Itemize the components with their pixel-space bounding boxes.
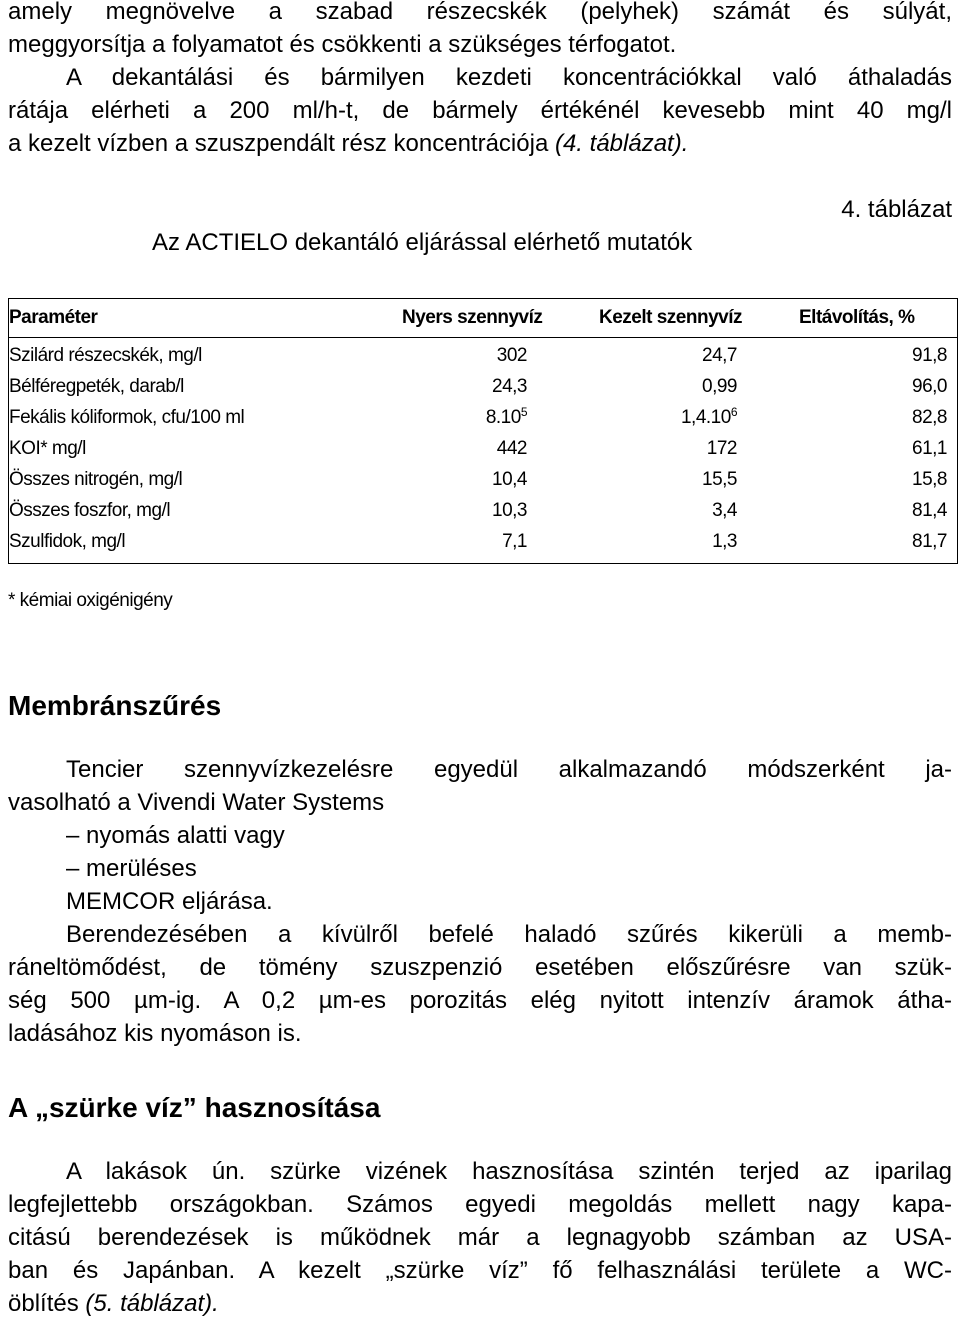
table-title: Az ACTIELO dekantáló eljárással elérhető mutatók [152, 229, 693, 256]
header-removal: Eltávolítás, % [799, 307, 915, 328]
intro-paragraph [8, 0, 952, 160]
data-table [8, 298, 958, 564]
table-row: Szilárd részecskék, mg/l 302 24,7 91,8 [9, 345, 947, 366]
table-row: Szulfidok, mg/l 7,1 1,3 81,7 [9, 531, 947, 552]
table-reference: (4. táblázat). [554, 130, 689, 157]
greywater-paragraph: A lakások ún. szürke vizének hasznosítása szintén terjed az iparilag legfejlettebb országokban. Számos egyedi megoldás mellett nagy kapa- citású berendezések is működnek már a legnagyobb számban az USA- ban és Japánban. A kezelt „szürke víz” fő felhasználási területe a WC- öblítés (5. táblázat). [8, 1158, 952, 1317]
intro-line-3: A dekantálási és bármilyen kezdeti koncentrációkkal való áthaladás [66, 64, 952, 91]
header-param: Paraméter [9, 307, 98, 328]
section-heading-greywater: A „szürke víz” hasznosítása [8, 1092, 381, 1123]
table-row: Fekális kóliformok, cfu/100 ml 8.10$^5$ 1,4.10$^6$ 82,8 [9, 405, 947, 428]
intro-line-2: meggyorsítja a folyamatot és csökkenti a szükséges térfogatot. [8, 31, 677, 58]
table-header-row [9, 302, 957, 333]
table-label: 4. táblázat [841, 196, 952, 223]
table-reference: (5. táblázat). [85, 1290, 219, 1317]
table-row: Összes foszfor, mg/l 10,3 3,4 81,4 [9, 500, 947, 521]
intro-line-4: rátája elérheti a 200 ml/h-t, de bármely értékénél kevesebb mint 40 mg/l [8, 97, 952, 124]
table-row: Bélféregpeték, darab/l 24,3 0,99 96,0 [9, 376, 947, 397]
section-heading-membrane: Membránszűrés [8, 690, 222, 721]
table-row: KOI* mg/l 442 172 61,1 [9, 438, 947, 459]
membrane-paragraph: Tencier szennyvízkezelésre egyedül alkalmazandó módszerként ja- vasolható a Vivendi Water Systems – nyomás alatti vagy – merüléses MEMCOR eljárása. Berendezésében a kívülről befelé haladó szűrés kikerüli a memb- ráneltömődést, de tömény szuszpenzió esetében előszűrésre van szük- ség 500 µm-ig. A 0,2 µm-es porozitás elég nyitott intenzív áramok átha- ladásához kis nyomáson is. [8, 756, 952, 1047]
header-treated: Kezelt szennyvíz [599, 307, 742, 328]
intro-line-1: amely megnövelve a szabad részecskék (pelyhek) számát és súlyát, [8, 0, 952, 25]
table-row: Összes nitrogén, mg/l 10,4 15,5 15,8 [9, 469, 947, 490]
intro-line-5: a kezelt vízben a szuszpendált rész koncentrációja (4. táblázat). [8, 130, 689, 157]
table-footnote: * kémiai oxigénigény [8, 590, 173, 611]
header-raw: Nyers szennyvíz [402, 307, 543, 328]
header-divider [9, 337, 957, 338]
